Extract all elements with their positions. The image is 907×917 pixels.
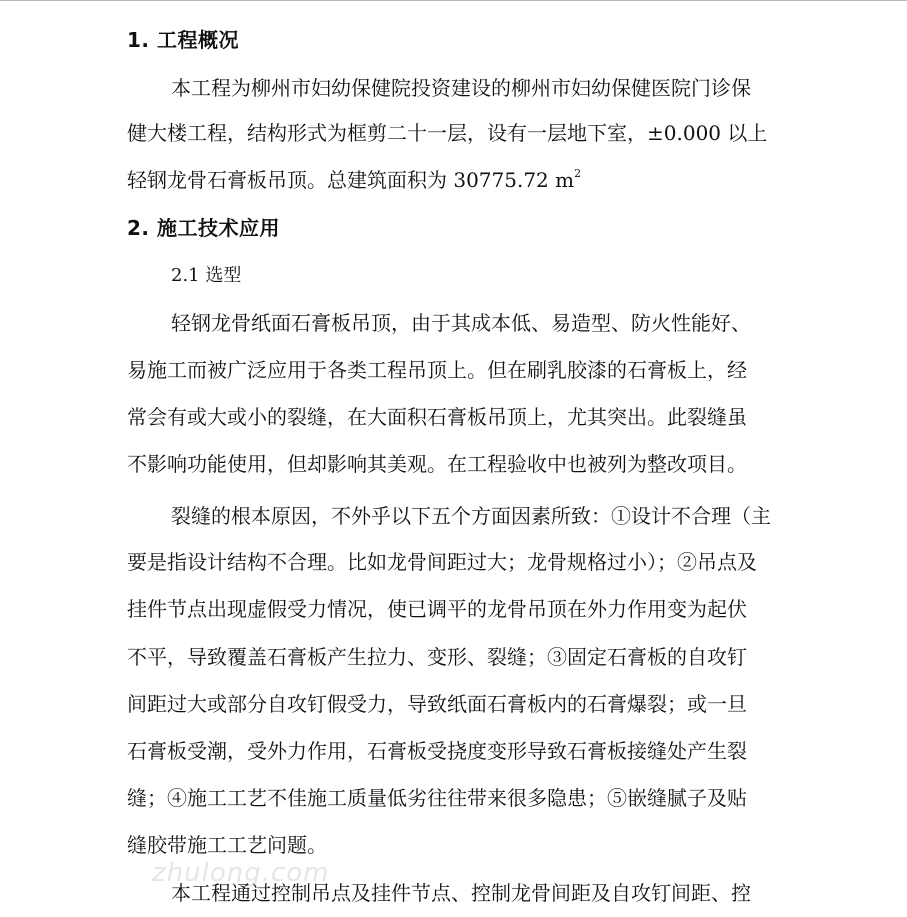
total-area-text: 轻钢龙骨石膏板吊顶。总建筑面积为 30775.72 m xyxy=(127,168,575,192)
section-1-heading: 1. 工程概况 xyxy=(127,28,239,52)
paragraph-1-line-2: 易施工而被广泛应用于各类工程吊顶上。但在刷乳胶漆的石膏板上，经 xyxy=(127,358,747,382)
section-1-line-3 xyxy=(127,168,581,192)
paragraph-2-line-1: 裂缝的根本原因，不外乎以下五个方面因素所致：①设计不合理（主 xyxy=(171,504,771,528)
paragraph-2-line-6: 石膏板受潮，受外力作用，石膏板受挠度变形导致石膏板接缝处产生裂 xyxy=(127,739,747,763)
section-1-line-2: 健大楼工程，结构形式为框剪二十一层，设有一层地下室，±0.000 以上 xyxy=(127,121,768,145)
paragraph-2-line-4: 不平，导致覆盖石膏板产生拉力、变形、裂缝；③固定石膏板的自攻钉 xyxy=(127,645,747,669)
paragraph-2-line-7: 缝；④施工工艺不佳施工质量低劣往往带来很多隐患；⑤嵌缝腻子及贴 xyxy=(127,786,747,810)
paragraph-2-line-2: 要是指设计结构不合理。比如龙骨间距过大；龙骨规格过小）；②吊点及 xyxy=(127,550,757,574)
paragraph-1-line-1: 轻钢龙骨纸面石膏板吊顶，由于其成本低、易造型、防火性能好、 xyxy=(171,311,751,335)
subsection-2-1-heading: 2.1 选型 xyxy=(171,265,242,286)
paragraph-3-line-1: 本工程通过控制吊点及挂件节点、控制龙骨间距及自攻钉间距、控 xyxy=(171,881,751,905)
paragraph-1-line-3: 常会有或大或小的裂缝，在大面积石膏板吊顶上，尤其突出。此裂缝虽 xyxy=(127,405,747,429)
section-2-heading: 2. 施工技术应用 xyxy=(127,216,280,240)
section-1-line-1: 本工程为柳州市妇幼保健院投资建设的柳州市妇幼保健医院门诊保 xyxy=(171,76,751,100)
paragraph-2-line-3: 挂件节点出现虚假受力情况，使已调平的龙骨吊顶在外力作用变为起伏 xyxy=(127,597,747,621)
paragraph-2-line-5: 间距过大或部分自攻钉假受力，导致纸面石膏板内的石膏爆裂；或一旦 xyxy=(127,692,747,716)
paragraph-2-line-8: 缝胶带施工工艺问题。 xyxy=(127,833,327,857)
area-unit-superscript: 2 xyxy=(574,167,582,181)
paragraph-1-line-4: 不影响功能使用，但却影响其美观。在工程验收中也被列为整改项目。 xyxy=(127,452,747,476)
watermark-logo: zhulong.com xyxy=(152,858,330,888)
